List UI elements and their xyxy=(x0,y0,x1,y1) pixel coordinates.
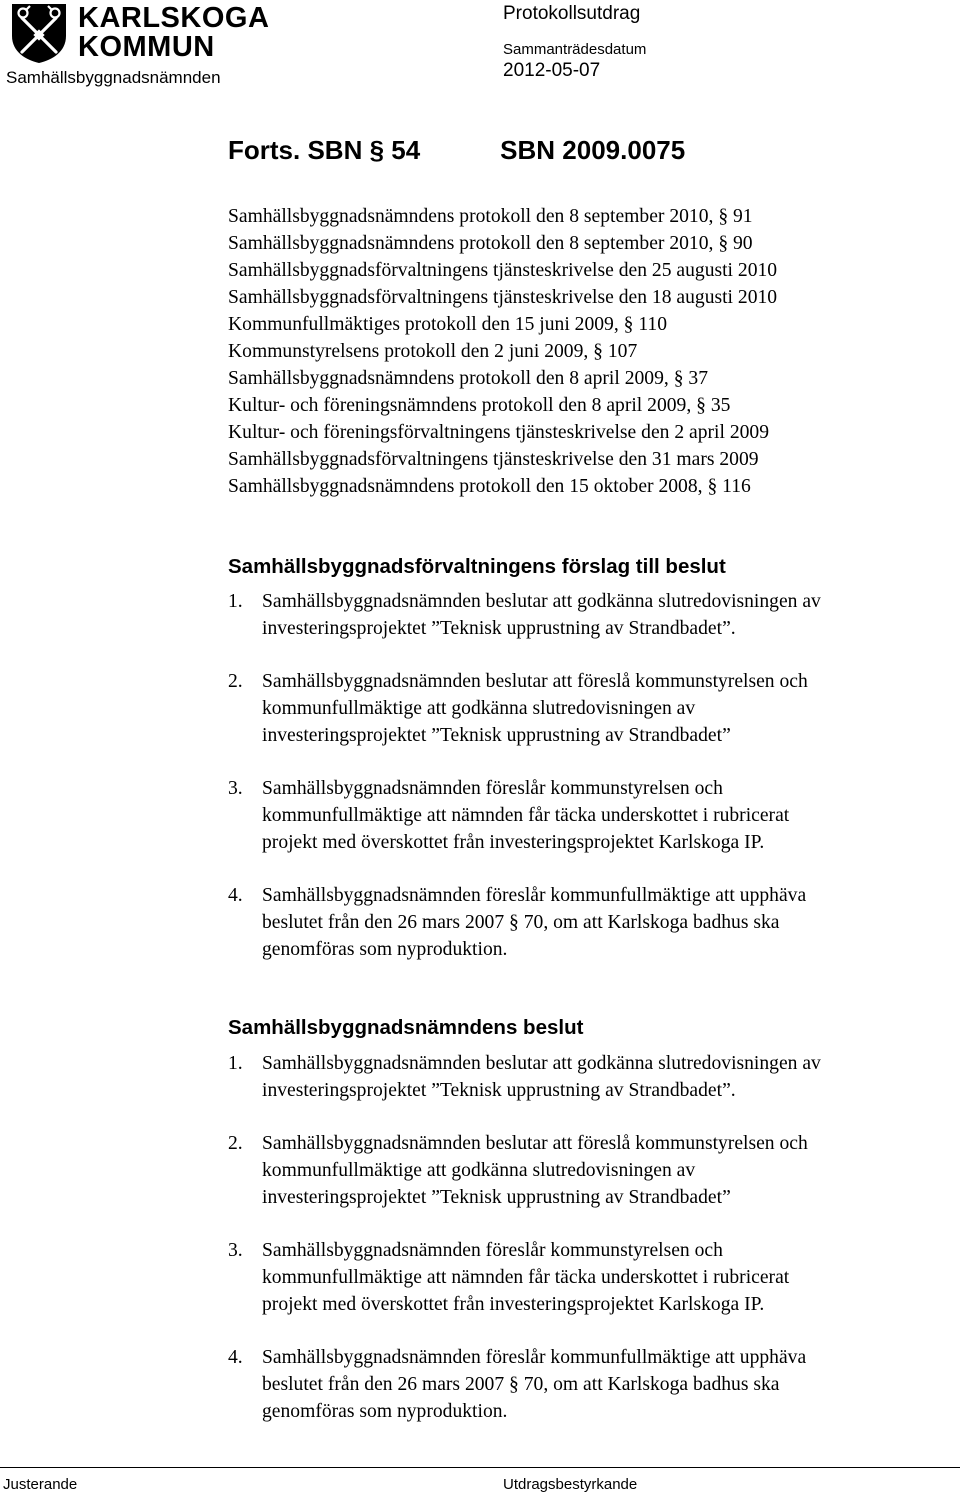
list-item xyxy=(228,882,928,963)
reference-item: Samhällsbyggnadsnämndens protokoll den 8 april 2009, § 37 xyxy=(228,368,708,389)
item-text: Samhällsbyggnadsnämnden beslutar att föreslå kommunstyrelsen och kommunfullmäktige att godkänna slutredovisningen av investeringsprojektet ”Teknisk upprustning av Strandbadet” xyxy=(262,671,808,746)
item-number: 4. xyxy=(228,885,243,906)
footer-divider xyxy=(0,1467,960,1468)
certifier-label: Utdragsbestyrkande xyxy=(503,1476,638,1493)
item-number: 1. xyxy=(228,591,243,612)
page-title xyxy=(228,135,685,166)
item-text: Samhällsbyggnadsnämnden beslutar att godkänna slutredovisningen av investeringsprojektet ”Teknisk upprustning av Strandbadet”. xyxy=(262,1053,821,1101)
item-text: Samhällsbyggnadsnämnden beslutar att godkänna slutredovisningen av investeringsprojektet ”Teknisk upprustning av Strandbadet”. xyxy=(262,591,821,639)
reference-item: Samhällsbyggnadsförvaltningens tjänsteskrivelse den 18 augusti 2010 xyxy=(228,287,778,308)
committee-name: Samhällsbyggnadsnämnden xyxy=(6,68,221,87)
list-item xyxy=(228,1050,928,1104)
item-text: Samhällsbyggnadsnämnden föreslår kommunfullmäktige att upphäva beslutet från den 26 mars 2007 § 70, om att Karlskoga badhus ska genomföras som nyproduktion. xyxy=(262,885,807,960)
reference-item: Samhällsbyggnadsförvaltningens tjänsteskrivelse den 31 mars 2009 xyxy=(228,449,759,470)
item-text: Samhällsbyggnadsnämnden beslutar att föreslå kommunstyrelsen och kommunfullmäktige att godkänna slutredovisningen av investeringsprojektet ”Teknisk upprustning av Strandbadet” xyxy=(262,1133,808,1208)
decision-list xyxy=(228,1050,928,1451)
reference-item: Samhällsbyggnadsnämndens protokoll den 8 september 2010, § 90 xyxy=(228,233,753,254)
list-item xyxy=(228,588,928,642)
item-number: 3. xyxy=(228,1240,243,1261)
reference-item: Samhällsbyggnadsförvaltningens tjänsteskrivelse den 25 augusti 2010 xyxy=(228,260,778,281)
reference-item: Kultur- och föreningsförvaltningens tjänsteskrivelse den 2 april 2009 xyxy=(228,422,770,443)
meeting-date-label: Sammanträdesdatum xyxy=(503,41,647,58)
signee-label: Justerande xyxy=(3,1476,78,1493)
decision-heading: Samhällsbyggnadsnämndens beslut xyxy=(228,1016,584,1039)
list-item xyxy=(228,1344,928,1425)
proposal-list xyxy=(228,588,928,989)
document-type: Protokollsutdrag xyxy=(503,3,641,24)
karlskoga-coat-of-arms-logo xyxy=(8,2,70,64)
brand-line-2: KOMMUN xyxy=(78,31,215,63)
brand-line-1: KARLSKOGA xyxy=(78,2,270,34)
reference-list xyxy=(228,203,777,500)
list-item xyxy=(228,775,928,856)
list-item xyxy=(228,1130,928,1211)
item-number: 2. xyxy=(228,671,243,692)
item-number: 1. xyxy=(228,1053,243,1074)
reference-item: Kommunfullmäktiges protokoll den 15 juni 2009, § 110 xyxy=(228,314,668,335)
item-text: Samhällsbyggnadsnämnden föreslår kommunfullmäktige att upphäva beslutet från den 26 mars 2007 § 70, om att Karlskoga badhus ska genomföras som nyproduktion. xyxy=(262,1347,807,1422)
list-item xyxy=(228,668,928,749)
reference-item: Samhällsbyggnadsnämndens protokoll den 15 oktober 2008, § 116 xyxy=(228,476,751,497)
item-number: 4. xyxy=(228,1347,243,1368)
list-item xyxy=(228,1237,928,1318)
meeting-date: 2012-05-07 xyxy=(503,60,601,81)
reference-item: Samhällsbyggnadsnämndens protokoll den 8 september 2010, § 91 xyxy=(228,206,753,227)
paragraph-reference: Forts. SBN § 54 xyxy=(228,135,421,165)
reference-item: Kultur- och föreningsnämndens protokoll den 8 april 2009, § 35 xyxy=(228,395,731,416)
brand-wordmark xyxy=(78,4,269,62)
item-number: 3. xyxy=(228,778,243,799)
proposal-heading: Samhällsbyggnadsförvaltningens förslag till beslut xyxy=(228,555,726,578)
item-text: Samhällsbyggnadsnämnden föreslår kommunstyrelsen och kommunfullmäktige att nämnden får täcka underskottet i rubricerat projekt med överskottet från investeringsprojektet Karlskoga IP. xyxy=(262,778,790,853)
reference-item: Kommunstyrelsens protokoll den 2 juni 2009, § 107 xyxy=(228,341,638,362)
item-text: Samhällsbyggnadsnämnden föreslår kommunstyrelsen och kommunfullmäktige att nämnden får täcka underskottet i rubricerat projekt med överskottet från investeringsprojektet Karlskoga IP. xyxy=(262,1240,790,1315)
case-number: SBN 2009.0075 xyxy=(500,135,686,165)
item-number: 2. xyxy=(228,1133,243,1154)
